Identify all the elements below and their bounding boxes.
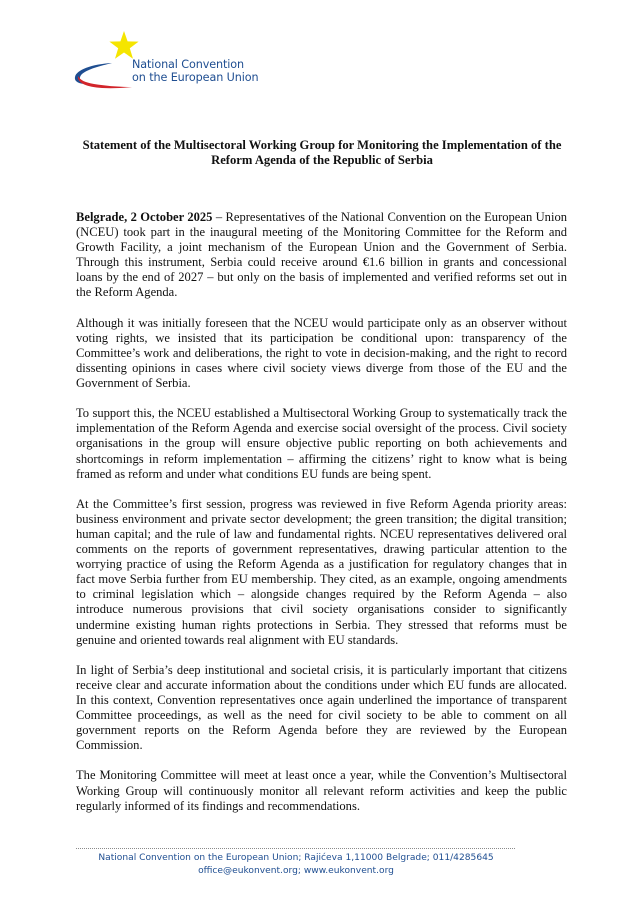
logo-line-2: on the European Union [132, 71, 259, 84]
footer-contact: office@eukonvent.org; www.eukonvent.org [198, 866, 394, 876]
dateline: Belgrade, 2 October 2025 [76, 210, 213, 224]
nceu-logo [72, 26, 262, 92]
paragraph-1 [76, 210, 567, 301]
document-title: Statement of the Multisectoral Working Group for Monitoring the Implementation of the Reform Agenda of the Republic of Serbia [82, 138, 562, 167]
paragraph-6: The Monitoring Committee will meet at least once a year, while the Convention’s Multisectoral Working Group will continuously monitor all relevant reform activities and keep the public regularly informed of its findings and recommendations. [76, 768, 567, 813]
footer-divider [76, 848, 515, 849]
paragraph-5: In light of Serbia’s deep institutional and societal crisis, it is particularly important that citizens receive clear and accurate information about the conditions under which EU funds are allocated. In this context, Convention representatives once again underlined the importance of transparent Committee proceedings, as well as the need for civil society to be able to comment on all government reports on the Reform Agenda before they are reviewed by the European Commission. [76, 662, 567, 753]
logo-text [132, 58, 258, 84]
paragraph-1-text: – Representatives of the National Convention on the European Union (NCEU) took part in the inaugural meeting of the Monitoring Committee for the Reform and Growth Facility, a joint mechanism of the European Union and the Government of Serbia. Through this instrument, Serbia could receive around €1.6 billion in grants and concessional loans by the end of 2027 – but only on the basis of implemented and verified reforms set out in the Reform Agenda. [76, 210, 567, 300]
logo-line-1: National Convention [132, 58, 245, 71]
footer [76, 852, 516, 878]
footer-address: National Convention on the European Union; Rajićeva 1,11000 Belgrade; 011/4285645 [98, 853, 494, 863]
paragraph-2: Although it was initially foreseen that the NCEU would participate only as an observer without voting rights, we insisted that its participation be conditional upon: transparency of the Committee’s work and deliberations, the right to vote in decision-making, and the right to record dissenting opinions in cases where civil society views diverge from those of the EU and the Government of Serbia. [76, 315, 567, 391]
paragraph-3: To support this, the NCEU established a Multisectoral Working Group to systematically track the implementation of the Reform Agenda and exercise social oversight of the process. Civil society organisations in the group will ensure objective public reporting on both achievements and shortcomings in reform implementation – affirming the citizens’ right to know what is being framed as reform and under what conditions EU funds are being spent. [76, 406, 567, 481]
document-body [76, 210, 567, 829]
paragraph-4: At the Committee’s first session, progress was reviewed in five Reform Agenda priority areas: business environment and private sector development; the green transition; the digital transition; human capital; and the rule of law and fundamental rights. NCEU representatives delivered oral comments on the reports of government representatives, drawing particular attention to the worrying practice of using the Reform Agenda as a justification for regulatory changes that in fact move Serbia further from EU membership. They cited, as an example, ongoing amendments to criminal legislation which – alongside changes required by the Reform Agenda – also introduce numerous provisions that civil society organisations consider to significantly undermine existing human rights protections in Serbia. They stressed that reforms must be genuine and oriented towards real alignment with EU standards. [76, 496, 567, 647]
